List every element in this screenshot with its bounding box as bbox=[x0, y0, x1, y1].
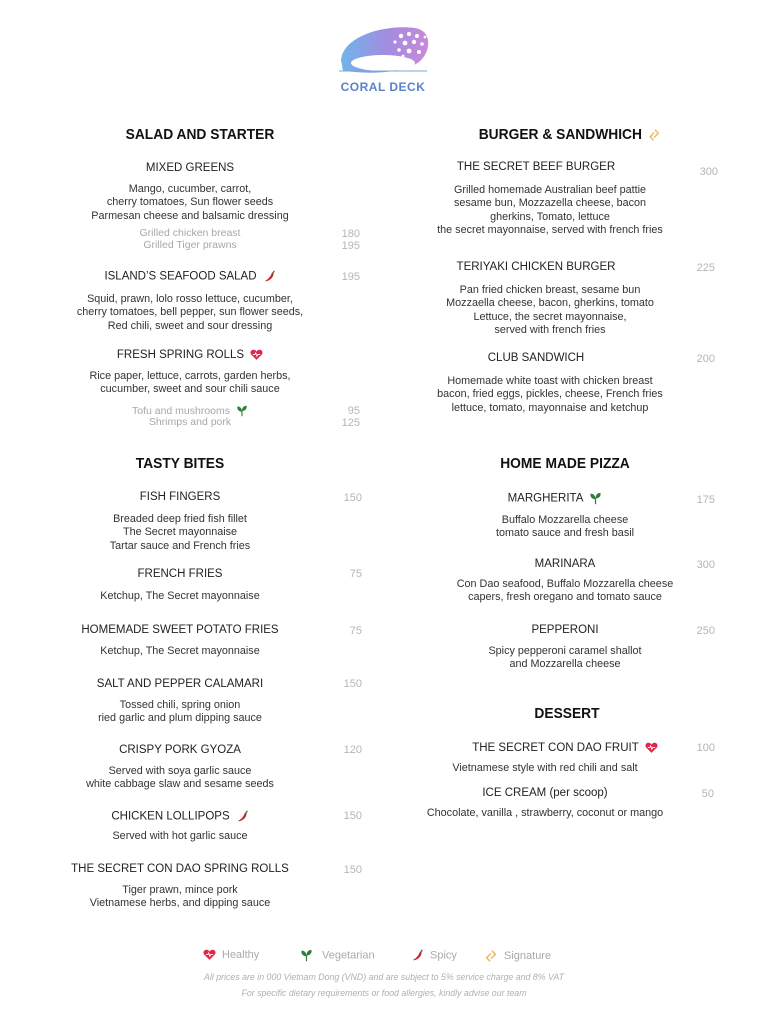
price-marinara: 300 bbox=[696, 559, 715, 571]
price-grilled-chicken: 180 bbox=[341, 228, 360, 240]
desc-pepperoni: Spicy pepperoni caramel shallot and Mozzarella cheese bbox=[488, 645, 642, 671]
price-chicken-lollipops: 150 bbox=[343, 810, 362, 822]
desc-french-fries: Ketchup, The Secret mayonnaise bbox=[100, 590, 260, 602]
item-calamari: SALT AND PEPPER CALAMARI bbox=[96, 678, 264, 690]
desc-seafood-salad: Squid, prawn, lolo rosso lettuce, cucumber, cherry tomatoes, bell pepper, sun flower seeds, Red chili, sweet and sour dressing bbox=[76, 293, 304, 332]
price-secret-fruit: 100 bbox=[696, 742, 715, 754]
healthy-icon bbox=[203, 949, 216, 961]
spicy-icon bbox=[411, 949, 424, 962]
price-french-fries: 75 bbox=[349, 568, 362, 580]
price-secret-spring-rolls: 150 bbox=[343, 864, 362, 876]
desc-secret-spring-rolls: Tiger prawn, mince pork Vietnamese herbs, and dipping sauce bbox=[89, 884, 271, 910]
legend-spicy: Spicy bbox=[411, 949, 457, 962]
price-shrimps-pork: 125 bbox=[341, 417, 360, 429]
desc-teriyaki-burger: Pan fried chicken breast, sesame bun Mozzaella cheese, bacon, gherkins, tomato Lettuce, the secret mayonnaise, served with french fries bbox=[446, 284, 654, 337]
item-margherita: MARGHERITA bbox=[455, 492, 655, 506]
desc-ice-cream: Chocolate, vanilla , strawberry, coconut or mango bbox=[426, 807, 664, 819]
legend-signature: Signature bbox=[484, 949, 551, 963]
item-pepperoni: PEPPERONI bbox=[531, 624, 599, 636]
desc-secret-fruit: Vietnamese style with red chili and salt bbox=[452, 762, 638, 774]
footer-prices-note: All prices are in 000 Vietnam Dong (VND) and are subject to 5% service charge and 8% VAT bbox=[203, 972, 565, 982]
price-calamari: 150 bbox=[343, 678, 362, 690]
section-title-salad: SALAD AND STARTER bbox=[125, 126, 275, 143]
legend-healthy: Healthy bbox=[203, 949, 259, 961]
price-grilled-prawns: 195 bbox=[341, 240, 360, 252]
price-fish-fingers: 150 bbox=[343, 492, 362, 504]
option-shrimps-pork: Shrimps and pork bbox=[148, 416, 232, 428]
desc-mixed-greens: Mango, cucumber, carrot, cherry tomatoes, Sun flower seeds Parmesan cheese and balsamic dressing bbox=[91, 183, 289, 222]
item-seafood-salad: ISLAND’S SEAFOOD SALAD bbox=[60, 270, 320, 284]
vegetarian-icon bbox=[589, 492, 602, 505]
signature-icon bbox=[648, 128, 662, 142]
vegetarian-icon bbox=[236, 405, 248, 417]
item-marinara: MARINARA bbox=[534, 558, 596, 570]
desc-margherita: Buffalo Mozzarella cheese tomato sauce and fresh basil bbox=[495, 514, 635, 540]
option-tofu-mushrooms: Tofu and mushrooms bbox=[90, 405, 290, 417]
item-ice-cream: ICE CREAM (per scoop) bbox=[482, 787, 608, 799]
item-secret-beef-burger: THE SECRET BEEF BURGER bbox=[456, 161, 616, 173]
section-title-tasty-bites: TASTY BITES bbox=[135, 455, 225, 472]
item-mixed-greens: MIXED GREENS bbox=[145, 162, 235, 174]
spicy-icon bbox=[236, 810, 249, 823]
item-fresh-spring-rolls: FRESH SPRING ROLLS bbox=[70, 349, 310, 362]
desc-marinara: Con Dao seafood, Buffalo Mozzarella cheese capers, fresh oregano and tomato sauce bbox=[456, 578, 674, 604]
desc-sweet-potato-fries: Ketchup, The Secret mayonnaise bbox=[100, 645, 260, 657]
price-teriyaki-burger: 225 bbox=[696, 262, 715, 274]
section-title-burger: BURGER & SANDWHICH bbox=[460, 126, 681, 143]
desc-fresh-spring-rolls: Rice paper, lettuce, carrots, garden herbs, cucumber, sweet and sour chili sauce bbox=[89, 370, 291, 396]
desc-secret-beef-burger: Grilled homemade Australian beef pattie sesame bun, Mozzazella cheese, bacon gherkins, Tomato, lettuce the secret mayonnaise, served with french fries bbox=[437, 184, 663, 237]
item-chicken-lollipops: CHICKEN LOLLIPOPS bbox=[70, 810, 290, 824]
healthy-icon bbox=[250, 349, 263, 361]
item-secret-spring-rolls: THE SECRET CON DAO SPRING ROLLS bbox=[71, 863, 289, 875]
price-seafood-salad: 195 bbox=[341, 271, 360, 283]
desc-fish-fingers: Breaded deep fried fish fillet The Secret mayonnaise Tartar sauce and French fries bbox=[109, 513, 251, 552]
item-pork-gyoza: CRISPY PORK GYOZA bbox=[119, 744, 241, 756]
desc-pork-gyoza: Served with soya garlic sauce white cabbage slaw and sesame seeds bbox=[86, 765, 274, 791]
healthy-icon bbox=[645, 742, 658, 754]
option-grilled-prawns: Grilled Tiger prawns bbox=[143, 239, 237, 251]
item-teriyaki-burger: TERIYAKI CHICKEN BURGER bbox=[456, 261, 616, 273]
item-secret-fruit: THE SECRET CON DAO FRUIT bbox=[445, 742, 685, 755]
item-sweet-potato-fries: HOMEMADE SWEET POTATO FRIES bbox=[81, 624, 279, 636]
footer-allergy-note: For specific dietary requirements or food allergies, kindly advise our team bbox=[241, 988, 527, 998]
price-pepperoni: 250 bbox=[696, 625, 715, 637]
vegetarian-icon bbox=[300, 949, 313, 962]
price-ice-cream: 50 bbox=[701, 788, 714, 800]
desc-chicken-lollipops: Served with hot garlic sauce bbox=[112, 830, 248, 842]
item-club-sandwich: CLUB SANDWICH bbox=[487, 352, 585, 364]
desc-calamari: Tossed chili, spring onion ried garlic and plum dipping sauce bbox=[98, 699, 262, 725]
section-title-pizza: HOME MADE PIZZA bbox=[500, 455, 630, 472]
price-tofu-mushrooms: 95 bbox=[347, 405, 360, 417]
desc-club-sandwich: Homemade white toast with chicken breast bacon, fried eggs, pickles, cheese, French fries lettuce, tomato, mayonnaise and ketchup bbox=[437, 375, 663, 414]
price-sweet-potato-fries: 75 bbox=[349, 625, 362, 637]
spicy-icon bbox=[263, 270, 276, 283]
price-pork-gyoza: 120 bbox=[343, 744, 362, 756]
item-french-fries: FRENCH FRIES bbox=[137, 568, 223, 580]
option-grilled-chicken: Grilled chicken breast bbox=[139, 227, 241, 239]
item-fish-fingers: FISH FINGERS bbox=[139, 491, 221, 503]
price-margherita: 175 bbox=[696, 494, 715, 506]
brand-name: CORAL DECK bbox=[340, 80, 426, 94]
signature-icon bbox=[484, 949, 498, 963]
section-title-dessert: DESSERT bbox=[534, 705, 600, 722]
price-club-sandwich: 200 bbox=[696, 353, 715, 365]
price-secret-beef-burger: 300 bbox=[699, 166, 718, 178]
legend-vegetarian: Vegetarian bbox=[300, 949, 375, 962]
